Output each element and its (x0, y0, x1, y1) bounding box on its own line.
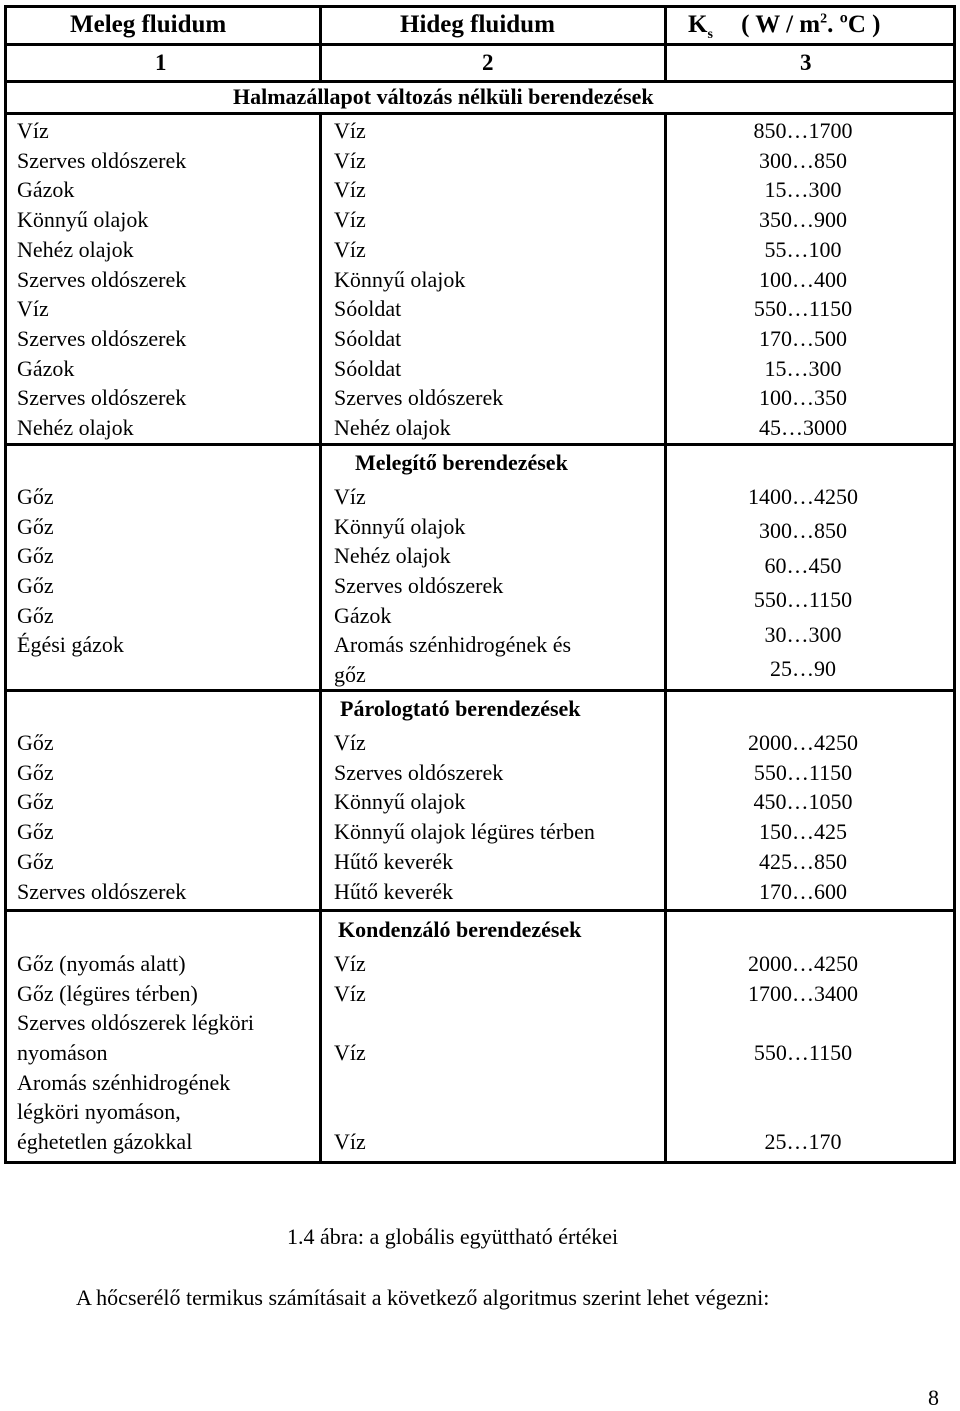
ks-value-cell: 55…100 (764, 236, 842, 262)
hot-fluid-cell: nyomáson (17, 1040, 108, 1065)
hot-fluid-cell: Gőz (17, 484, 54, 509)
cold-fluid-cell: Víz (334, 730, 366, 755)
cold-fluid-cell: Aromás szénhidrogének és (334, 632, 572, 657)
hot-fluid-cell: Nehéz olajok (17, 236, 134, 262)
ks-value-cell: 25…170 (764, 1129, 842, 1154)
cold-fluid-cell: Sóoldat (334, 325, 402, 351)
hot-fluid-cell: Szerves oldószerek (17, 385, 187, 411)
cold-fluid-cell: Könnyű olajok (334, 789, 466, 815)
cold-fluid-cell: Víz (334, 1040, 366, 1065)
ks-value-cell: 170…600 (759, 878, 847, 904)
cold-fluid-cell: Nehéz olajok (334, 543, 451, 568)
section-title-no-phase-change: Halmazállapot változás nélküli berendezések (233, 84, 654, 109)
hot-fluid-cell: légköri nyomáson, (17, 1099, 181, 1124)
ks-value-cell: 1400…4250 (748, 484, 858, 509)
hot-fluid-cell: Nehéz olajok (17, 415, 134, 440)
cold-fluid-cell: Sóoldat (334, 355, 402, 381)
unit-prefix: ( W / m (741, 11, 821, 38)
ks-value-cell: 2000…4250 (748, 951, 858, 976)
ks-value-cell: 170…500 (759, 325, 847, 351)
hot-fluid-cell: Könnyű olajok (17, 207, 149, 233)
ks-value-cell: 45…3000 (759, 415, 847, 440)
ks-value-cell: 300…850 (759, 147, 847, 173)
cold-fluid-cell: Sóoldat (334, 296, 402, 322)
cold-fluid-cell: Hűtő keverék (334, 848, 454, 874)
hot-fluid-cell: Szerves oldószerek (17, 266, 187, 292)
hot-fluid-cell: Gőz (17, 848, 54, 874)
ks-value-cell: 300…850 (759, 518, 847, 543)
ks-value-cell: 450…1050 (753, 789, 853, 815)
colnum-rule (4, 80, 956, 83)
body-divider-1 (319, 112, 322, 1162)
ks-value-cell: 100…350 (759, 385, 847, 411)
ks-value-cell: 30…300 (764, 622, 842, 647)
column-number-1: 1 (155, 50, 167, 75)
section4-rule (4, 909, 956, 912)
hot-fluid-cell: Szerves oldószerek (17, 147, 187, 173)
ks-value-cell: 425…850 (759, 848, 847, 874)
hot-fluid-cell: Szerves oldószerek légköri (17, 1010, 255, 1035)
hot-fluid-cell: Gőz (17, 789, 54, 815)
body-divider-2 (664, 112, 667, 1162)
cold-fluid-cell: Szerves oldószerek (334, 573, 504, 598)
figure-caption: 1.4 ábra: a globális együttható értékei (287, 1224, 619, 1249)
section-title-heating: Melegítő berendezések (355, 450, 568, 475)
cold-fluid-cell: Víz (334, 951, 366, 976)
cold-fluid-cell: Hűtő keverék (334, 878, 454, 904)
unit-suffix: . ºC ) (827, 11, 881, 38)
cold-fluid-cell: Könnyű olajok légüres térben (334, 819, 595, 845)
cold-fluid-cell: Víz (334, 177, 366, 203)
section-title-condensing: Kondenzáló berendezések (338, 917, 582, 942)
section-title-evaporating: Párologtató berendezések (340, 696, 581, 721)
cold-fluid-cell: Szerves oldószerek (334, 759, 504, 785)
section3-rule (4, 689, 956, 692)
hot-fluid-cell: Szerves oldószerek (17, 325, 187, 351)
cold-fluid-cell: Gázok (334, 603, 392, 628)
hot-fluid-cell: Víz (17, 118, 49, 143)
ks-value-cell: 100…400 (759, 266, 847, 292)
section2-rule (4, 443, 956, 446)
hot-fluid-cell: Gőz (nyomás alatt) (17, 951, 186, 976)
ks-value-cell: 15…300 (764, 355, 842, 381)
column-number-2: 2 (482, 50, 494, 75)
cold-fluid-cell: Víz (334, 147, 366, 173)
hot-fluid-cell: Gőz (17, 514, 54, 539)
cold-fluid-cell: Víz (334, 118, 366, 143)
hot-fluid-cell: Gőz (17, 730, 54, 755)
hot-fluid-cell: Gőz (17, 819, 54, 845)
hot-fluid-cell: Gőz (17, 573, 54, 598)
header-hot-fluid: Meleg fluidum (70, 11, 227, 38)
ks-value-cell: 550…1150 (753, 296, 853, 322)
column-number-3: 3 (800, 50, 812, 75)
hot-fluid-cell: Gázok (17, 177, 75, 203)
hot-fluid-cell: Gázok (17, 355, 75, 381)
cold-fluid-cell: Könnyű olajok (334, 514, 466, 539)
cold-fluid-cell: Víz (334, 981, 366, 1006)
hot-fluid-cell: Gőz (17, 603, 54, 628)
hot-fluid-cell: Szerves oldószerek (17, 878, 187, 904)
cold-fluid-cell: Víz (334, 236, 366, 262)
page-number: 8 (928, 1385, 939, 1410)
ks-value-cell: 850…1700 (753, 118, 853, 143)
cold-fluid-cell: Szerves oldószerek (334, 385, 504, 411)
header-cold-fluid: Hideg fluidum (400, 11, 555, 38)
ks-value-cell: 550…1150 (753, 1040, 853, 1065)
cold-fluid-cell: Könnyű olajok (334, 266, 466, 292)
hot-fluid-cell: éghetetlen gázokkal (17, 1129, 193, 1154)
ks-value-cell: 2000…4250 (748, 730, 858, 755)
ks-value-cell: 550…1150 (753, 587, 853, 612)
hot-fluid-cell: Gőz (17, 759, 54, 785)
hot-fluid-cell: Gőz (17, 543, 54, 568)
cold-fluid-cell: Nehéz olajok (334, 415, 451, 440)
ks-value-cell: 60…450 (764, 553, 842, 578)
cold-fluid-cell: Víz (334, 484, 366, 509)
cold-fluid-cell: Víz (334, 207, 366, 233)
ks-value-cell: 25…90 (770, 656, 836, 681)
header-ks-unit (688, 11, 881, 43)
hot-fluid-cell: Égési gázok (17, 632, 124, 657)
hot-fluid-cell: Víz (17, 296, 49, 322)
ks-subscript: s (707, 27, 713, 42)
header-rule (4, 43, 956, 46)
ks-value-cell: 15…300 (764, 177, 842, 203)
hot-fluid-cell: Aromás szénhidrogének (17, 1070, 231, 1095)
hot-fluid-cell: Gőz (légüres térben) (17, 981, 198, 1006)
unit-exponent: 2 (820, 11, 828, 27)
body-text: A hőcserélő termikus számításait a következő algoritmus szerint lehet végezni: (76, 1285, 770, 1310)
ks-symbol: K (688, 11, 708, 38)
ks-value-cell: 150…425 (759, 819, 847, 845)
ks-value-cell: 550…1150 (753, 759, 853, 785)
ks-value-cell: 1700…3400 (748, 981, 858, 1006)
ks-value-cell: 350…900 (759, 207, 847, 233)
cold-fluid-cell: Víz (334, 1129, 366, 1154)
section1-title-rule (4, 112, 956, 115)
cold-fluid-cell: gőz (334, 662, 366, 687)
